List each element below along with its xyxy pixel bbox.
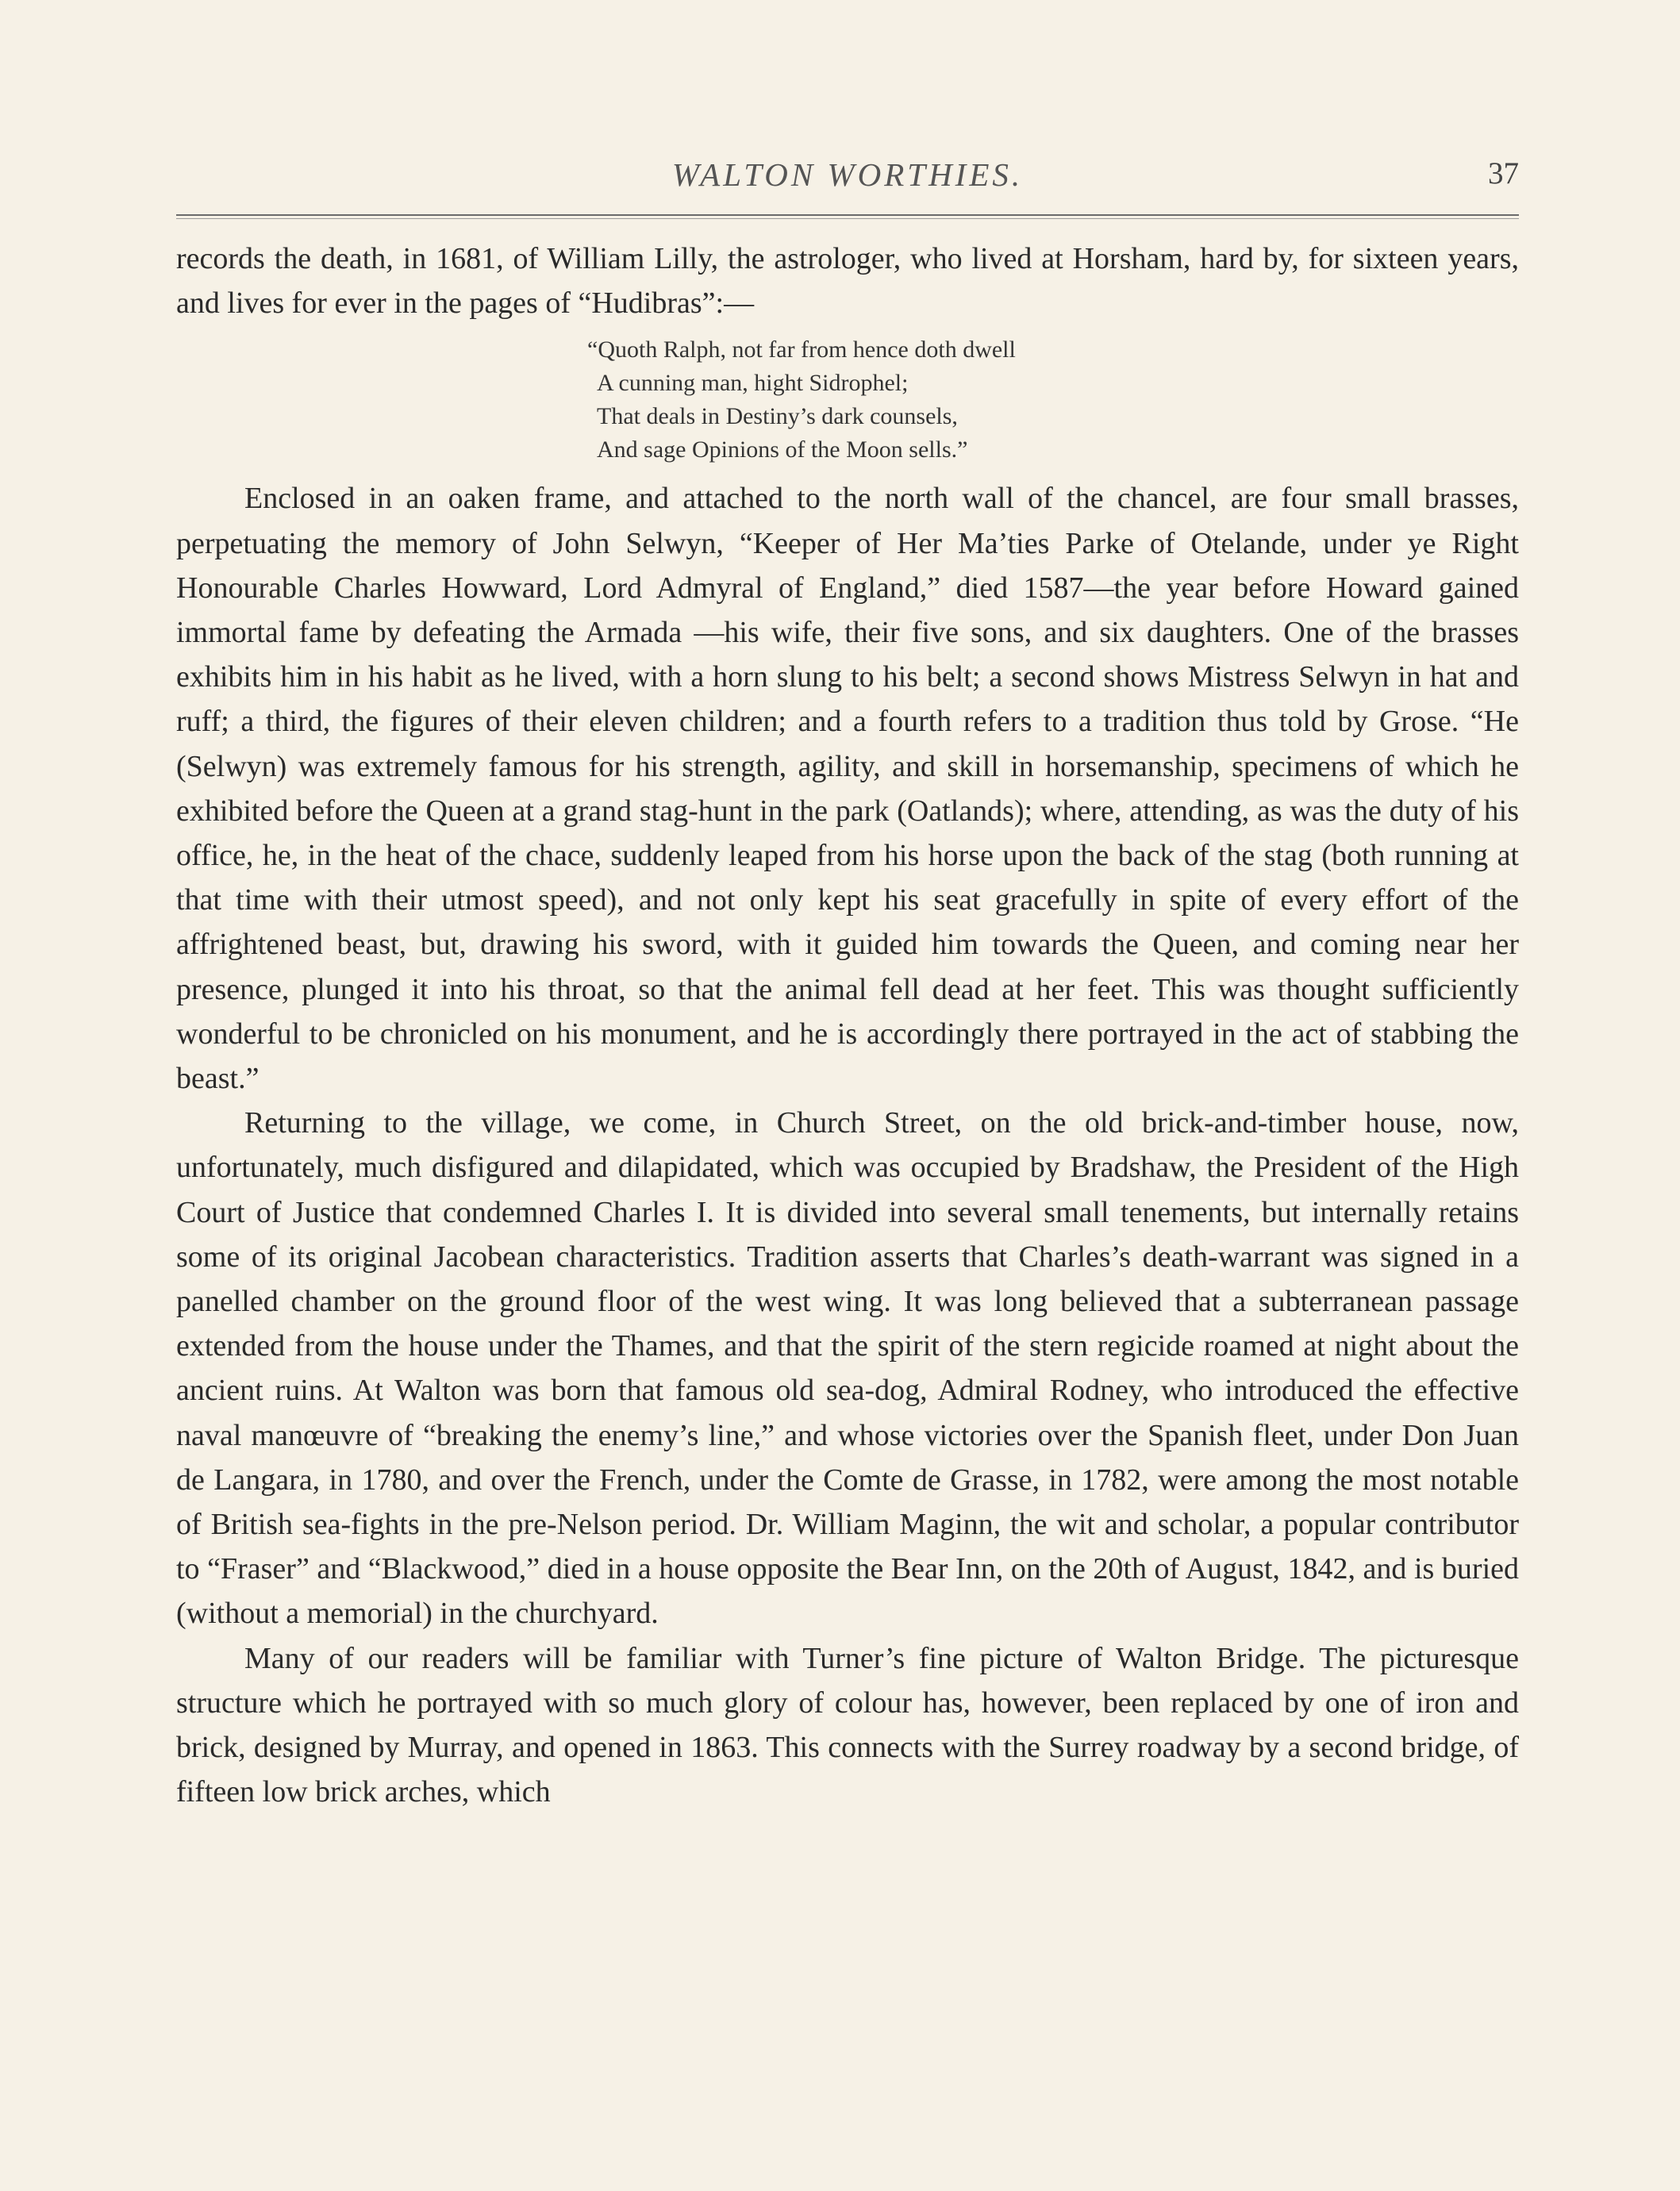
verse-line: And sage Opinions of the Moon sells.” xyxy=(597,436,968,463)
verse-line: A cunning man, hight Sidrophel; xyxy=(597,370,909,397)
page-header xyxy=(176,156,1519,200)
hudibras-verse xyxy=(176,333,1519,467)
paragraph-bradshaw: Returning to the village, we come, in Church Street, on the old brick-and-timber house, now, unfortunately, much disfigured and dilapidated, which was occupied by Bradshaw, the President of the High Court of Justice that condemned Charles I. It is divided into several small tenements, but internally retains some of its original Jacobean characteristics. Tradition asserts that Charles’s death-warrant was signed in a panelled chamber on the ground floor of the west wing. It was long believed that a subterranean passage extended from the house under the Thames, and that the spirit of the stern regicide roamed at night about the ancient ruins. At Walton was born that famous old sea-dog, Admiral Rodney, who introduced the effective naval manœuvre of “breaking the enemy’s line,” and whose victories over the Spanish fleet, under Don Juan de Langara, in 1780, and over the French, under the Comte de Grasse, in 1782, were among the most notable of British sea-fights in the pre-Nelson period. Dr. William Maginn, the wit and scholar, a popular contributor to “Fraser” and “Blackwood,” died in a house opposite the Bear Inn, on the 20th of August, 1842, and is buried (without a memorial) in the churchyard. xyxy=(176,1106,1519,1631)
paragraph-lilly: records the death, in 1681, of William Lilly, the astrologer, who lived at Horsham, hard by, for sixteen years, and lives for ever in the pages of “Hudibras”:— xyxy=(176,242,1519,321)
paragraph-walton-bridge: Many of our readers will be familiar with Turner’s fine picture of Walton Bridge. The picturesque structure which he portrayed with so much glory of colour has, however, been replaced by one of iron and brick, designed by Murray, and opened in 1863. This connects with the Surrey roadway by a second bridge, of fifteen low brick arches, which xyxy=(176,1641,1519,1809)
running-title: WALTON WORTHIES. xyxy=(671,156,1024,193)
page-number: 37 xyxy=(1488,156,1519,190)
body-text xyxy=(176,236,1519,1815)
verse-line: “Quoth Ralph, not far from hence doth dwell xyxy=(587,336,1016,363)
verse-line: That deals in Destiny’s dark counsels, xyxy=(597,403,958,430)
header-rule xyxy=(176,214,1519,219)
paragraph-selwyn: Enclosed in an oaken frame, and attached to the north wall of the chancel, are four small brasses, perpetuating the memory of John Selwyn, “Keeper of Her Ma’ties Parke of Otelande, under ye Right Honourable Charles Howward, Lord Admyral of England,” died 1587—the year before Howard gained immortal fame by defeating the Armada —his wife, their five sons, and six daughters. One of the brasses exhibits him in his habit as he lived, with a horn slung to his belt; a second shows Mistress Selwyn in hat and ruff; a third, the figures of their eleven children; and a fourth refers to a tradition thus told by Grose. “He (Selwyn) was extremely famous for his strength, agility, and skill in horsemanship, specimens of which he exhibited before the Queen at a grand stag-hunt in the park (Oatlands); where, attending, as was the duty of his office, he, in the heat of the chace, suddenly leaped from his horse upon the back of the stag (both running at that time with their utmost speed), and not only kept his seat gracefully in spite of every effort of the affrightened beast, but, drawing his sword, with it guided him towards the Queen, and coming near her presence, plunged it into his throat, so that the animal fell dead at her feet. This was thought sufficiently wonderful to be chronicled on his monument, and he is accordingly there portrayed in the act of stabbing the beast.” xyxy=(176,482,1519,1096)
